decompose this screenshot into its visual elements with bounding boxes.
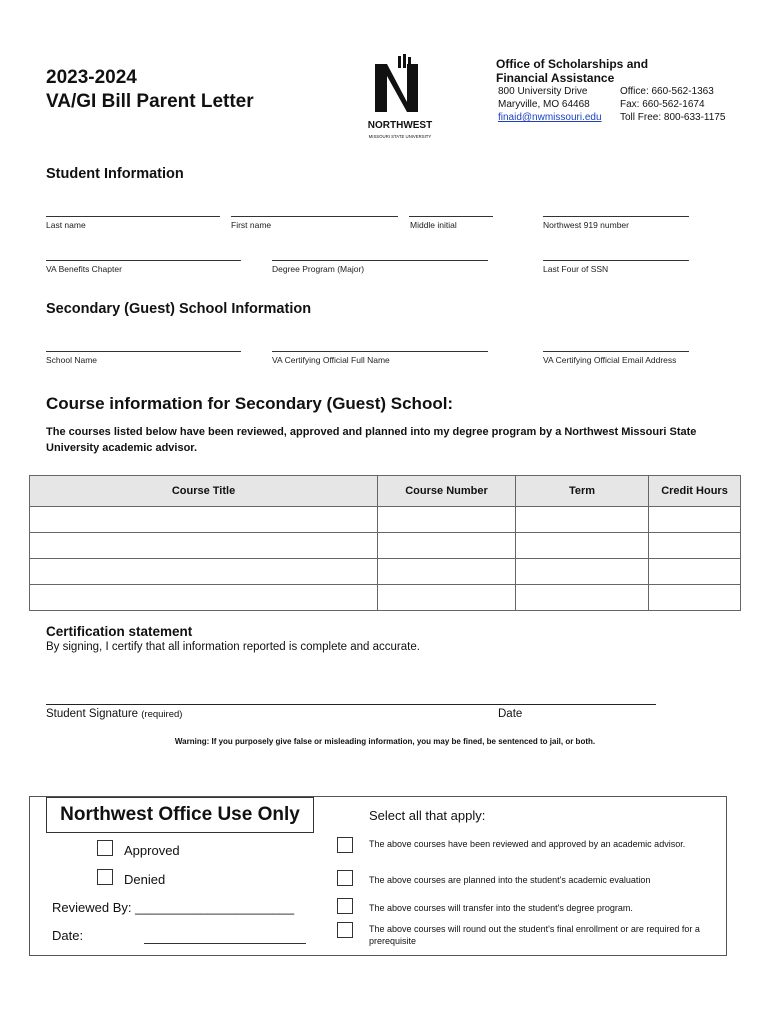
school-name-label: School Name: [46, 355, 98, 365]
table-row: [30, 559, 741, 585]
table-row: [30, 585, 741, 611]
certification-text: By signing, I certify that all information reported is complete and accurate.: [46, 641, 420, 653]
northwest-logo: [360, 54, 440, 144]
reviewed-by-label: Reviewed By: ______________________: [52, 900, 295, 915]
certification-heading: Certification statement: [46, 624, 193, 639]
va-chapter-field[interactable]: [46, 260, 241, 261]
last-name-label: Last name: [46, 220, 86, 230]
apply-item-1: The above courses have been reviewed and approved by an academic advisor.: [369, 839, 686, 849]
signature-label-text: Student Signature: [46, 708, 142, 720]
course-table: [29, 475, 741, 611]
office-date-label: Date:: [52, 928, 84, 943]
date-label: Date: [498, 708, 523, 720]
apply-checkbox-1[interactable]: [337, 837, 353, 853]
denied-checkbox[interactable]: [97, 869, 113, 885]
apply-checkbox-4[interactable]: [337, 922, 353, 938]
approved-label: Approved: [124, 843, 180, 858]
degree-program-label: Degree Program (Major): [272, 264, 365, 274]
approved-checkbox[interactable]: [97, 840, 113, 856]
email-link[interactable]: finaid@nwmissouri.edu: [498, 112, 602, 123]
school-name-field[interactable]: [46, 351, 241, 352]
denied-label: Denied: [124, 872, 166, 887]
cell-term[interactable]: [516, 533, 649, 559]
office-tollfree: Toll Free: 800-633-1175: [620, 112, 726, 123]
warning-text: Warning: If you purposely give false or misleading information, you may be fined, be sentenced to jail, or both.: [174, 737, 596, 746]
last-name-field[interactable]: [46, 216, 220, 217]
col-term: Term: [516, 476, 649, 507]
table-header-row: [30, 476, 741, 507]
office-fax: Fax: 660-562-1674: [620, 99, 705, 110]
table-row: [30, 507, 741, 533]
certifying-official-name-field[interactable]: [272, 351, 488, 352]
cell-term[interactable]: [516, 507, 649, 533]
ssn-label: Last Four of SSN: [543, 264, 609, 274]
table-row: [30, 533, 741, 559]
cell-course-number[interactable]: [378, 507, 516, 533]
select-all-heading: Select all that apply:: [369, 808, 486, 823]
apply-item-4: The above courses will round out the student's final enrollment or are required for a prerequisite: [369, 924, 700, 946]
office-title-1: Office of Scholarships and: [496, 57, 649, 71]
apply-item-3: The above courses will transfer into the student's degree program.: [369, 903, 633, 913]
student-info-heading: Student Information: [46, 166, 184, 182]
certifying-official-email-field[interactable]: [543, 351, 689, 352]
cell-credit-hours[interactable]: [649, 533, 741, 559]
signature-label: [46, 708, 182, 720]
cell-term[interactable]: [516, 559, 649, 585]
middle-initial-field[interactable]: [409, 216, 493, 217]
office-contact-block: [496, 57, 726, 123]
cell-credit-hours[interactable]: [649, 507, 741, 533]
address-line1: 800 University Drive: [498, 86, 588, 97]
signature-required: (required): [141, 709, 183, 720]
course-info-heading: Course information for Secondary (Guest) School:: [46, 394, 454, 413]
apply-item-2: The above courses are planned into the student's academic evaluation: [369, 875, 651, 885]
middle-initial-label: Middle initial: [410, 220, 457, 230]
cell-term[interactable]: [516, 585, 649, 611]
first-name-field[interactable]: [231, 216, 398, 217]
office-use-title: Northwest Office Use Only: [46, 797, 314, 833]
logo-text: NORTHWEST: [367, 120, 433, 131]
degree-program-field[interactable]: [272, 260, 488, 261]
course-info-paragraph: The courses listed below have been reviewed, approved and planned into my degree program by a Northwest Missouri State University academic advisor.: [46, 426, 697, 454]
cell-course-number[interactable]: [378, 585, 516, 611]
nw919-field[interactable]: [543, 216, 689, 217]
cell-course-title[interactable]: [30, 533, 378, 559]
signature-line[interactable]: [46, 704, 656, 705]
apply-checkbox-2[interactable]: [337, 870, 353, 886]
certifying-official-email-label: VA Certifying Official Email Address: [543, 355, 677, 365]
cell-course-number[interactable]: [378, 533, 516, 559]
office-title-2: Financial Assistance: [496, 71, 615, 85]
cell-credit-hours[interactable]: [649, 559, 741, 585]
ssn-field[interactable]: [543, 260, 689, 261]
northwest-n-logo-icon: [360, 54, 440, 144]
col-credit-hours: Credit Hours: [649, 476, 741, 507]
title-year: 2023-2024: [46, 67, 137, 88]
logo-subtext: MISSOURI STATE UNIVERSITY: [368, 134, 432, 139]
col-course-number: Course Number: [378, 476, 516, 507]
title-name: VA/GI Bill Parent Letter: [46, 91, 254, 112]
cell-course-title[interactable]: [30, 507, 378, 533]
cell-course-title[interactable]: [30, 585, 378, 611]
first-name-label: First name: [231, 220, 272, 230]
col-course-title: Course Title: [30, 476, 378, 507]
cell-course-title[interactable]: [30, 559, 378, 585]
apply-checkbox-3[interactable]: [337, 898, 353, 914]
secondary-school-heading: Secondary (Guest) School Information: [46, 301, 312, 317]
cell-credit-hours[interactable]: [649, 585, 741, 611]
cell-course-number[interactable]: [378, 559, 516, 585]
va-chapter-label: VA Benefits Chapter: [46, 264, 122, 274]
nw919-label: Northwest 919 number: [543, 220, 629, 230]
office-phone: Office: 660-562-1363: [620, 86, 714, 97]
address-line2: Maryville, MO 64468: [498, 99, 590, 110]
certifying-official-name-label: VA Certifying Official Full Name: [272, 355, 390, 365]
office-date-field[interactable]: [144, 943, 306, 944]
page-title: [46, 66, 254, 114]
